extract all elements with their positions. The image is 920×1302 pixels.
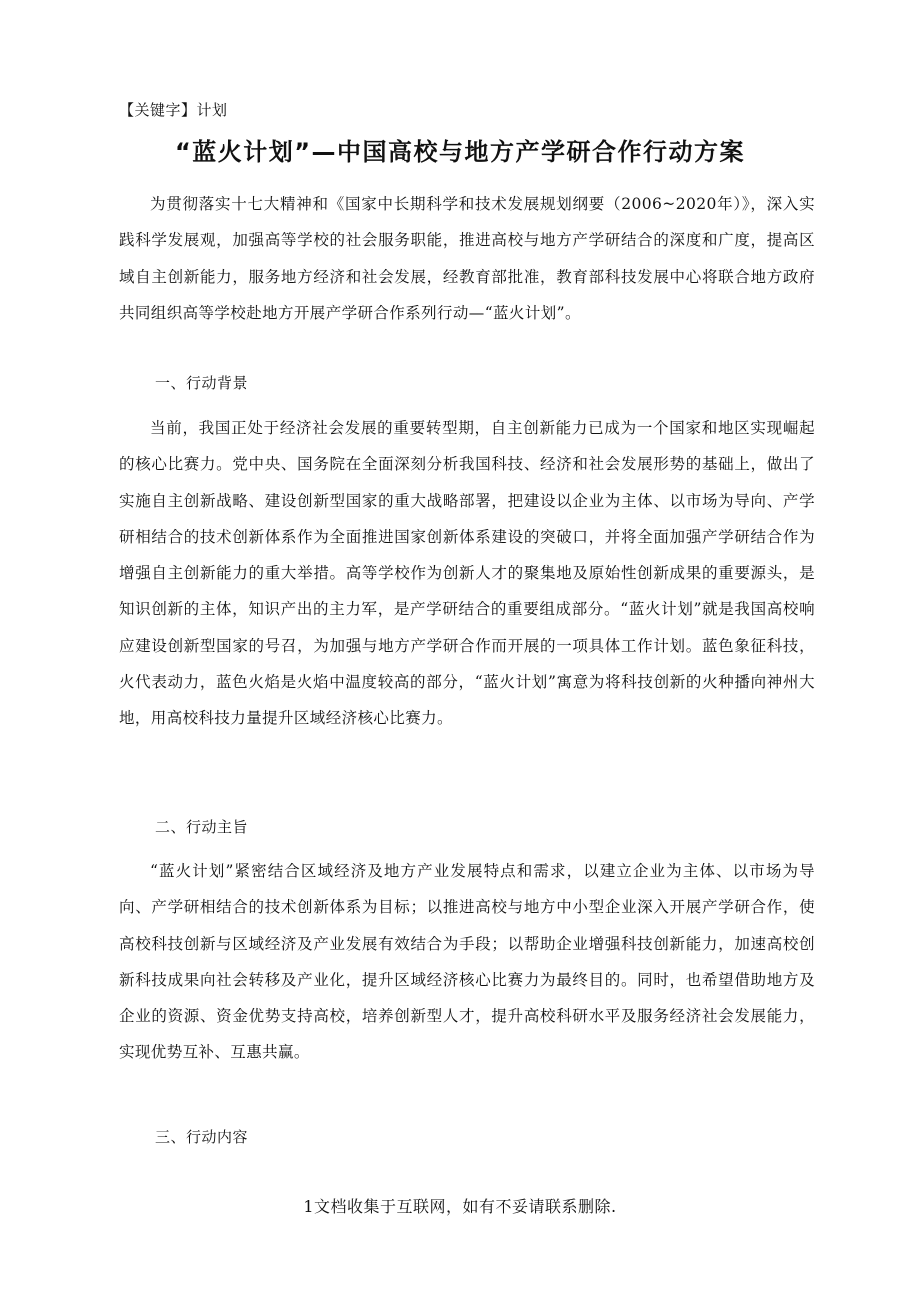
section-paragraph-purpose: “蓝火计划”紧密结合区域经济及地方产业发展特点和需求，以建立企业为主体、以市场为导向、产学研相结合的技术创新体系为目标；以推进高校与地方中小型企业深入开展产学研合作，使高校科技创新与区域经济及产业发展有效结合为手段；以帮助企业增强科技创新能力，加速高校创新科技成果向社会转移及产业化，提升区域经济核心比赛力为最终目的。同时，也希望借助地方及企业的资源、资金优势支持高校，培养创新型人才，提升高校科研水平及服务经济社会发展能力，实现优势互补、互惠共赢。 — [119, 862, 815, 1062]
section-paragraph-background: 当前，我国正处于经济社会发展的重要转型期，自主创新能力已成为一个国家和地区实现崛起的核心比赛力。党中央、国务院在全面深刻分析我国科技、经济和社会发展形势的基础上，做出了实施自主创新战略、建设创新型国家的重大战略部署，把建设以企业为主体、以市场为导向、产学研相结合的技术创新体系作为全面推进国家创新体系建设的突破口，并将全面加强产学研结合作为增强自主创新能力的重大举措。高等学校作为创新人才的聚集地及原始性创新成果的重要源头，是知识创新的主体，知识产出的主力军，是产学研结合的重要组成部分。“蓝火计划”就是我国高校响应建设创新型国家的号召，为加强与地方产学研合作而开展的一项具体工作计划。蓝色象征科技，火代表动力，蓝色火焰是火焰中温度较高的部分，“蓝火计划”寓意为将科技创新的火种播向神州大地，用高校科技力量提升区域经济核心比赛力。 — [119, 419, 815, 728]
page-footer: 1文档收集于互联网，如有不妥请联系删除. — [303, 1197, 617, 1216]
keyword-line: 【关键字】计划 — [119, 101, 228, 119]
document-title: “蓝火计划”—中国高校与地方产学研合作行动方案 — [174, 138, 746, 166]
section-heading-purpose: 二、行动主旨 — [155, 818, 249, 836]
section-heading-content: 三、行动内容 — [155, 1128, 249, 1146]
section-heading-background: 一、行动背景 — [155, 374, 249, 392]
intro-paragraph: 为贯彻落实十七大精神和《国家中长期科学和技术发展规划纲要（2006~2020年）》，深入实践科学发展观，加强高等学校的社会服务职能，推进高校与地方产学研结合的深度和广度，提高区域自主创新能力，服务地方经济和社会发展，经教育部批准，教育部科技发展中心将联合地方政府共同组织高等学校赴地方开展产学研合作系列行动—“蓝火计划”。 — [119, 195, 815, 322]
